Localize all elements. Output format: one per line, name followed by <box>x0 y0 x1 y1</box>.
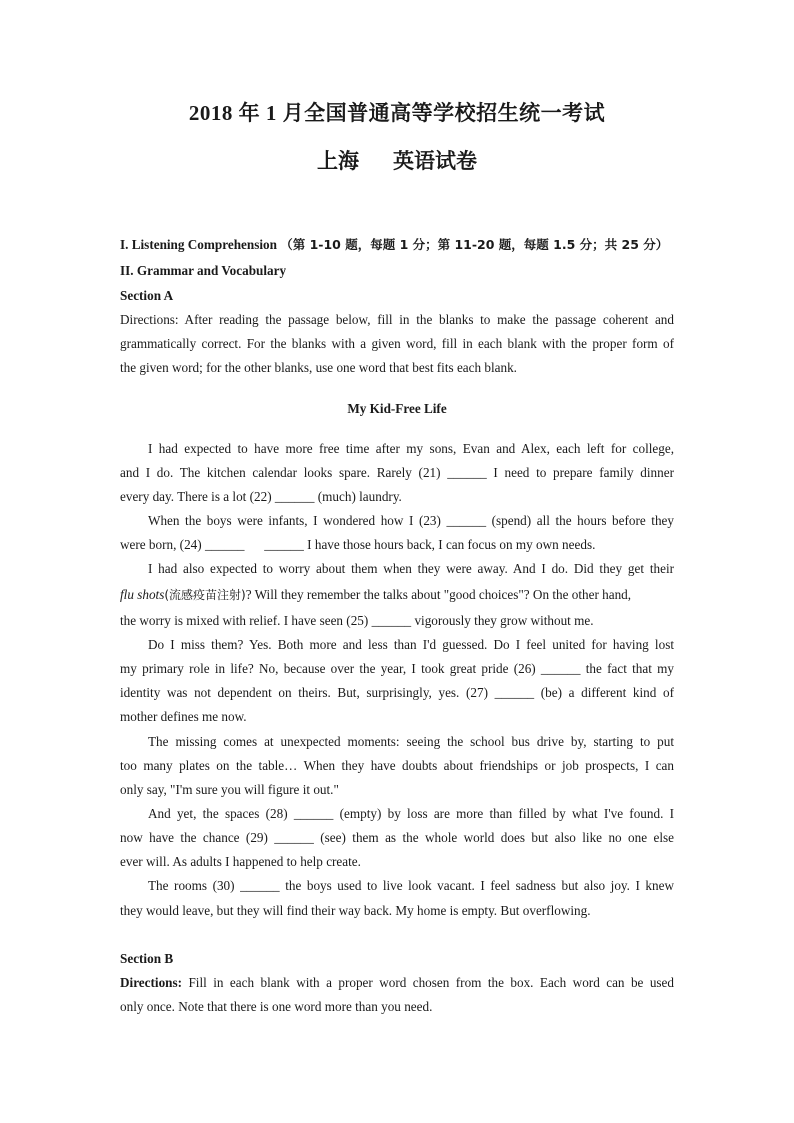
passage-line: and I do. The kitchen calendar looks spare. Rarely (21) ______ I need to prepare family dinner <box>120 465 674 480</box>
section-a-directions-line: grammatically correct. For the blanks with a given word, fill in each blank with the proper form of <box>120 336 674 351</box>
section-a-directions-line: Directions: After reading the passage below, fill in the blanks to make the passage coherent and <box>120 312 674 327</box>
flu-shots-gloss: (流感疫苗注射) <box>164 588 246 602</box>
part2-heading: II. Grammar and Vocabulary <box>120 263 287 278</box>
section-a-directions-line: the given word; for the other blanks, use one word that best fits each blank. <box>120 360 517 375</box>
passage-line: And yet, the spaces (28) ______ (empty) by loss are more than filled by what I've found. I <box>148 806 674 821</box>
passage-line: only say, "I'm sure you will figure it out." <box>120 782 339 797</box>
passage-title: My Kid-Free Life <box>347 401 447 416</box>
flu-shots-term: flu shots <box>120 587 165 602</box>
passage-line: identity was not dependent on theirs. But, surprisingly, yes. (27) ______ (be) a different kind of <box>120 685 674 700</box>
part1-heading <box>120 237 674 253</box>
passage-line: Do I miss them? Yes. Both more and less than I'd guessed. Do I feel united for having lost <box>148 637 674 652</box>
passage-line: mother defines me now. <box>120 709 247 724</box>
passage-line: The missing comes at unexpected moments: seeing the school bus drive by, starting to put <box>148 734 674 749</box>
passage-line: I had expected to have more free time after my sons, Evan and Alex, each left for college, <box>148 441 674 456</box>
exam-subtitle-region: 上海 <box>317 149 359 173</box>
part1-label: I. Listening Comprehension <box>120 237 277 252</box>
passage-line: they would leave, but they will find their way back. My home is empty. But overflowing. <box>120 903 591 918</box>
passage-line: ever will. As adults I happened to help create. <box>120 854 361 869</box>
passage-line: I had also expected to worry about them when they were away. And I do. Did they get their <box>148 561 674 576</box>
passage-line-flu-shots <box>120 587 674 603</box>
section-b-heading: Section B <box>120 951 174 966</box>
passage-line: my primary role in life? No, because over the year, I took great pride (26) ______ the fact that my <box>120 661 674 676</box>
passage-line: The rooms (30) ______ the boys used to live look vacant. I feel sadness but also joy. I knew <box>148 878 674 893</box>
section-b-directions-line <box>120 975 674 991</box>
passage-line: every day. There is a lot (22) ______ (much) laundry. <box>120 489 402 504</box>
exam-subtitle-subject: 英语试卷 <box>393 149 477 173</box>
passage-line: now have the chance (29) ______ (see) them as the whole world does but also like no one else <box>120 830 674 845</box>
passage-line: When the boys were infants, I wondered how I (23) ______ (spend) all the hours before they <box>148 513 674 528</box>
section-b-directions-text: Fill in each blank with a proper word chosen from the box. Each word can be used <box>182 975 674 990</box>
passage-line: were born, (24) ______ ______ I have those hours back, I can focus on my own needs. <box>120 537 596 552</box>
section-b-directions-line: only once. Note that there is one word more than you need. <box>120 999 433 1014</box>
flu-shots-rest: ? Will they remember the talks about "good choices"? On the other hand, <box>245 587 632 602</box>
exam-title: 2018 年 1 月全国普通高等学校招生统一考试 <box>188 101 606 125</box>
section-b-directions-label: Directions: <box>120 975 183 990</box>
part1-score-note: （第 1-10 题，每题 1 分；第 11-20 题，每题 1.5 分；共 25 分） <box>280 237 669 252</box>
exam-subtitle <box>120 145 674 175</box>
passage-line: too many plates on the table… When they have doubts about friendships or job prospects, I can <box>120 758 674 773</box>
passage-line: the worry is mixed with relief. I have seen (25) ______ vigorously they grow without me. <box>120 613 594 628</box>
section-a-heading: Section A <box>120 288 174 303</box>
